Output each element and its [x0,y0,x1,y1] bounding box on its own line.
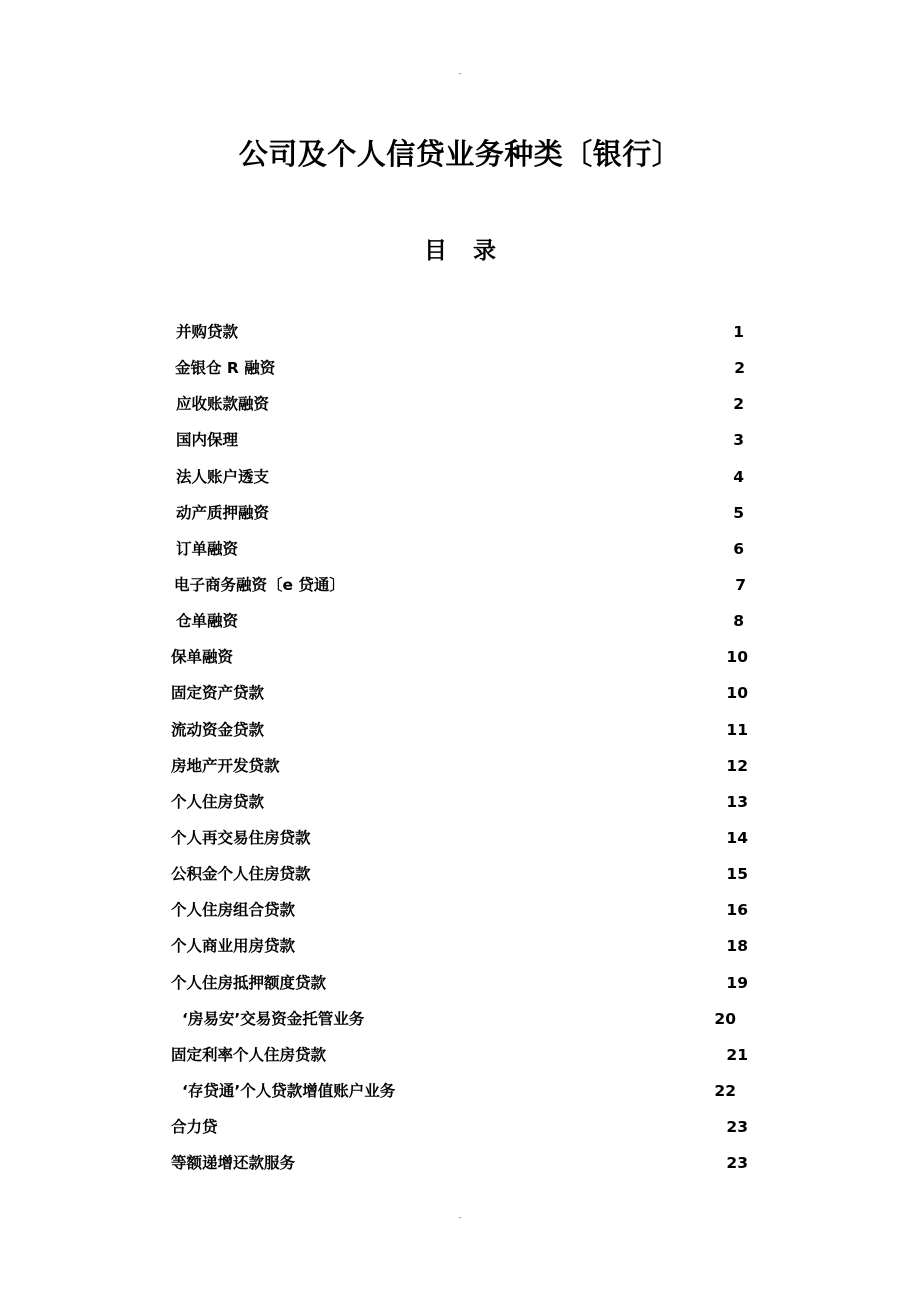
toc-entry-title: 合力贷 [171,1118,218,1137]
toc-entry-title: 固定利率个人住房贷款 [171,1045,327,1064]
toc-entry-title: 公积金个人住房贷款 [171,865,311,884]
toc-entry-page: 19 [726,973,748,992]
toc-entry-title: ‘房易安’交易资金托管业务 [182,1009,365,1028]
toc-entry [0,712,920,748]
toc-entry-title: 个人商业用房贷款 [171,937,296,956]
toc-entry-page: 14 [726,828,748,847]
toc-entry [0,1073,920,1109]
toc-entry-title: 个人住房组合贷款 [171,901,296,920]
toc-entry-page: 7 [735,575,746,594]
toc-entry-page: 1 [733,323,744,341]
toc-entry [0,386,920,422]
toc-entry-title: 个人住房贷款 [171,792,265,811]
toc-entry-title: 个人住房抵押额度贷款 [171,973,327,992]
toc-entry [0,748,920,784]
toc-entry [0,1109,920,1145]
toc-entry-title: ‘存贷通’个人贷款增值账户业务 [182,1081,396,1100]
toc-entry [0,350,920,386]
toc-entry [0,892,920,928]
table-of-contents [0,314,920,1181]
toc-entry [0,459,920,495]
toc-entry-page: 11 [726,720,748,739]
toc-entry-page: 21 [726,1045,748,1064]
toc-entry-page: 23 [726,1118,748,1137]
toc-entry-page: 2 [733,395,744,414]
toc-entry-page: 20 [714,1009,736,1028]
toc-entry-title: 国内保理 [176,431,239,450]
toc-entry-title: 仓单融资 [176,612,239,631]
toc-entry [0,422,920,458]
toc-entry-page: 4 [733,467,744,486]
toc-entry [0,1145,920,1181]
toc-entry-page: 12 [726,756,748,775]
toc-entry [0,314,920,350]
toc-entry-page: 15 [726,865,748,884]
toc-entry-title: 等额递增还款服务 [171,1154,296,1173]
toc-entry-title: 订单融资 [176,539,239,558]
footer-mark: - [458,1213,462,1222]
toc-entry-title: 金银仓 R 融资 [175,359,276,378]
document-title: 公司及个人信贷业务种类〔银行〕 [238,137,682,171]
toc-entry [0,495,920,531]
toc-entry-page: 2 [734,359,745,378]
toc-entry [0,1001,920,1037]
toc-entry-title: 固定资产贷款 [171,684,265,703]
header-mark: - [458,69,462,78]
toc-entry [0,856,920,892]
toc-entry [0,531,920,567]
toc-entry-page: 8 [733,612,744,631]
toc-entry-page: 5 [733,503,744,522]
toc-entry-page: 3 [733,431,744,450]
toc-entry-title: 动产质押融资 [176,503,270,522]
toc-entry-title: 流动资金贷款 [171,720,265,739]
toc-entry-page: 23 [726,1154,748,1173]
toc-entry [0,567,920,603]
toc-entry [0,675,920,711]
toc-entry [0,1037,920,1073]
toc-entry-title: 并购贷款 [176,323,239,341]
toc-entry [0,639,920,675]
toc-entry-page: 13 [726,792,748,811]
toc-entry-title: 法人账户透支 [176,467,270,486]
toc-entry-page: 22 [714,1081,736,1100]
toc-entry [0,820,920,856]
toc-entry-page: 10 [726,648,748,667]
toc-entry-page: 6 [733,539,744,558]
toc-entry [0,965,920,1001]
toc-entry-title: 个人再交易住房贷款 [171,828,311,847]
toc-entry-title: 保单融资 [171,648,234,667]
toc-entry [0,784,920,820]
toc-entry-title: 房地产开发贷款 [171,756,280,775]
toc-heading: 目录 [424,238,522,264]
toc-entry-title: 应收账款融资 [176,395,270,414]
toc-entry-page: 10 [726,684,748,703]
toc-entry-page: 16 [726,901,748,920]
toc-entry-title: 电子商务融资〔e 贷通〕 [174,575,345,594]
toc-entry [0,603,920,639]
toc-entry-page: 18 [726,937,748,956]
toc-entry [0,928,920,964]
